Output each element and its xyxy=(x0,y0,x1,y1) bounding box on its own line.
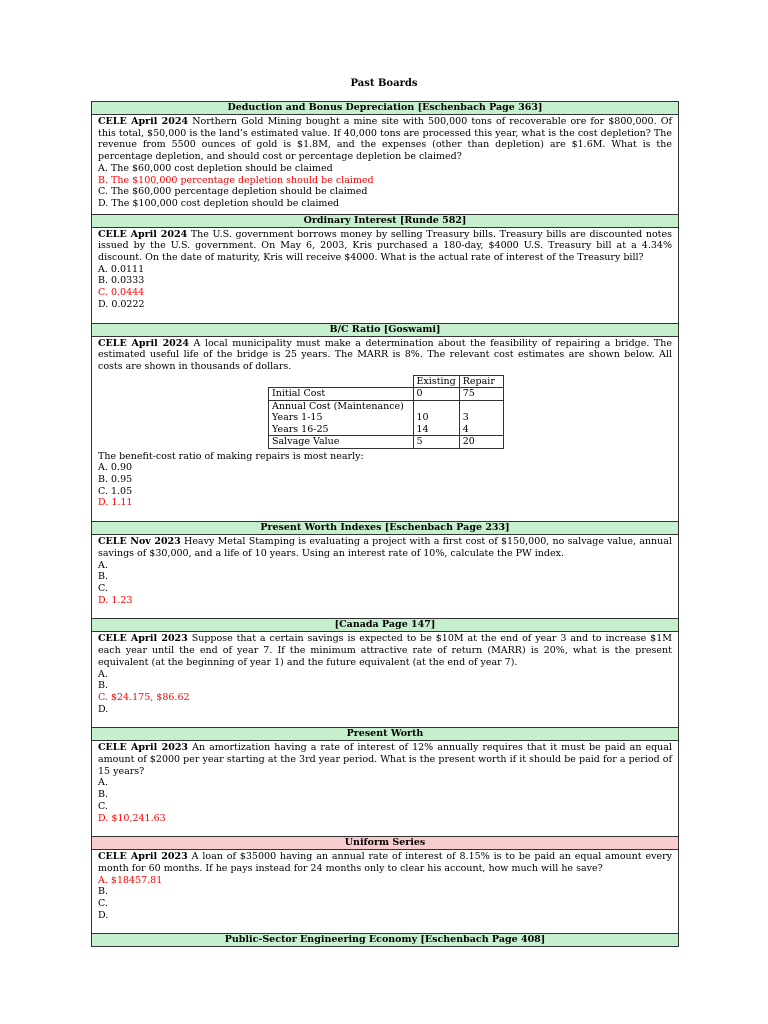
option-b: B. xyxy=(98,680,109,692)
table-cell: Salvage Value xyxy=(269,436,414,449)
question-text: CELE April 2024 Northern Gold Mining bought a mine site with 500,000 tons of recoverable ore for $800,000. Of this total, $50,000 is the land’s estimated value. If 40,000 tons are processed this year, what is the cost depletion? The revenue from 5500 ounces of gold is $1.8M, and the expenses (other than depletion) are $1.6M. What is the percentage depletion, and should cost or percentage depletion be claimed? xyxy=(98,116,672,163)
option-a: A. 0.90 xyxy=(98,462,133,474)
table-cell: Annual Cost (Maintenance) xyxy=(269,400,414,412)
option-c: C. The $60,000 percentage depletion should be claimed xyxy=(98,186,368,198)
question-text: CELE April 2023 An amortization having a rate of interest of 12% annually requires that it must be paid an equal amount of $2000 per year starting at the 3rd year period. What is the present worth if it should be paid for a period of 15 years? xyxy=(98,742,672,777)
col-header-repair: Repair xyxy=(459,375,503,388)
question-text: CELE April 2023 A loan of $35000 having an annual rate of interest of 8.15% is to be paid an equal amount every month for 60 months. If he pays instead for 24 months only to clear his account, how much will he save? xyxy=(98,851,672,874)
option-c: C. xyxy=(98,582,108,594)
option-d: D. The $100,000 cost depletion should be claimed xyxy=(98,197,340,209)
option-b: B. 0.95 xyxy=(98,474,133,486)
option-d-answer: D. 1.23 xyxy=(98,594,133,606)
option-b: B. xyxy=(98,886,109,898)
option-a: A. The $60,000 cost depletion should be claimed xyxy=(98,162,333,174)
table-corner xyxy=(269,375,414,388)
section-pw-index xyxy=(91,521,679,618)
section-header: Deduction and Bonus Depreciation [Eschenbach Page 363] xyxy=(92,102,678,115)
cost-table xyxy=(268,375,504,449)
option-d: D. xyxy=(98,909,109,921)
table-cell xyxy=(459,400,503,412)
page-title: Past Boards xyxy=(350,78,418,89)
section-header: Uniform Series xyxy=(92,837,678,850)
question-text: CELE Nov 2023 Heavy Metal Stamping is evaluating a project with a first cost of $150,000, no salvage value, annual savings of $30,000, and a life of 10 years. Using an interest rate of 10%, calculate the PW index. xyxy=(98,536,672,559)
question-text: CELE April 2024 A local municipality must make a determination about the feasibility of repairing a bridge. The estimated useful life of the bridge is 25 years. The MARR is 8%. The relevant cost estimates are shown below. All costs are shown in thousands of dollars. xyxy=(98,337,672,372)
question-followup: The benefit-cost ratio of making repairs is most nearly: xyxy=(98,450,364,462)
option-a: A. xyxy=(98,668,108,680)
section-header: Present Worth Indexes [Eschenbach Page 233] xyxy=(92,522,678,535)
section-header: B/C Ratio [Goswami] xyxy=(92,324,678,337)
table-cell: 20 xyxy=(459,436,503,449)
section-header: [Canada Page 147] xyxy=(92,619,678,632)
table-cell: 14 xyxy=(413,424,459,436)
option-d: D. xyxy=(98,703,109,715)
section-ordinary-interest xyxy=(91,214,679,323)
col-header-existing: Existing xyxy=(413,375,459,388)
option-a: A. xyxy=(98,559,108,571)
option-b: B. 0.0333 xyxy=(98,275,145,287)
option-c: C. 1.05 xyxy=(98,485,133,497)
exam-tag: CELE April 2023 xyxy=(98,851,188,863)
exam-tag: CELE April 2024 xyxy=(98,116,189,127)
option-c-answer: C. 0.0444 xyxy=(98,287,145,299)
option-d: D. 0.0222 xyxy=(98,298,145,310)
table-cell: 3 xyxy=(459,412,503,424)
exam-tag: CELE April 2023 xyxy=(98,742,189,754)
section-header: Ordinary Interest [Runde 582] xyxy=(92,215,678,228)
table-cell: 4 xyxy=(459,424,503,436)
table-cell: 10 xyxy=(413,412,459,424)
table-cell: Initial Cost xyxy=(269,388,414,401)
table-cell: Years 16-25 xyxy=(269,424,414,436)
exam-tag: CELE April 2024 xyxy=(98,337,190,349)
table-cell: 5 xyxy=(413,436,459,449)
section-depletion xyxy=(91,101,679,214)
option-a-answer: A. $18457.81 xyxy=(98,874,163,886)
question-text: CELE April 2024 The U.S. government borrows money by selling Treasury bills. Treasury bills are discounted notes issued by the U.S. government. On May 6, 2003, Kris purchased a 180-day, $4000 U.S. Treasury bill at a 4.34% discount. On the date of maturity, Kris will receive $4000. What is the actual rate of interest of the Treasury bill? xyxy=(98,228,672,264)
option-a: A. 0.0111 xyxy=(98,263,145,275)
section-canada xyxy=(91,618,679,727)
section-bc-ratio xyxy=(91,323,679,522)
option-c: C. xyxy=(98,898,108,910)
exam-tag: CELE Nov 2023 xyxy=(98,536,181,548)
option-b-answer: B. The $100,000 percentage depletion should be claimed xyxy=(98,174,374,186)
option-a: A. xyxy=(98,777,108,789)
option-b: B. xyxy=(98,571,109,583)
table-cell xyxy=(413,400,459,412)
problem-sheet xyxy=(91,101,679,947)
table-cell: 75 xyxy=(459,388,503,401)
option-d-answer: D. $10,241.63 xyxy=(98,812,166,824)
exam-tag: CELE April 2023 xyxy=(98,633,188,645)
table-cell: 0 xyxy=(413,388,459,401)
table-cell: Years 1-15 xyxy=(269,412,414,424)
exam-tag: CELE April 2024 xyxy=(98,228,188,240)
section-public-sector xyxy=(91,933,679,947)
section-header: Public-Sector Engineering Economy [Eschenbach Page 408] xyxy=(92,934,678,946)
section-uniform-series xyxy=(91,836,679,933)
option-c-answer: C. $24.175, $86.62 xyxy=(98,691,190,703)
option-d-answer: D. 1.11 xyxy=(98,497,133,509)
option-b: B. xyxy=(98,789,109,801)
section-present-worth xyxy=(91,727,679,836)
question-text: CELE April 2023 Suppose that a certain savings is expected to be $10M at the end of year 3 and to increase $1M each year until the end of year 7. If the minimum attractive rate of return (MARR) is 20%, what is the present equivalent (at the beginning of year 1) and the future equivalent (at the end of year 7). xyxy=(98,633,672,668)
option-c: C. xyxy=(98,800,108,812)
section-header: Present Worth xyxy=(92,728,678,741)
